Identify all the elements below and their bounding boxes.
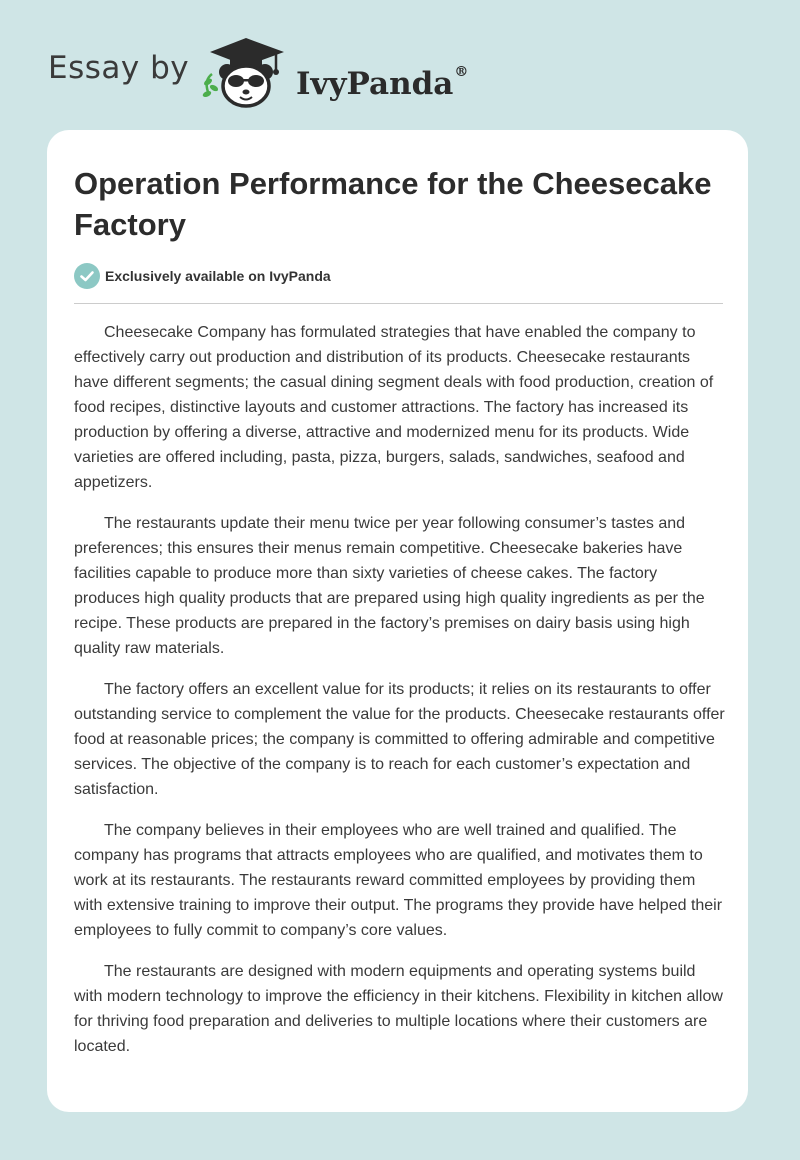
title-divider bbox=[74, 303, 723, 304]
essay-by-label: Essay by bbox=[48, 50, 190, 86]
paragraph: The restaurants update their menu twice per year following consumer’s tastes and preferences; this ensures their menus remain competitive. Cheesecake bakeries have facilities capable to produce more than sixty varieties of cheese cakes. The factory produces high quality products that are prepared using high quality ingredients as per the recipe. These products are prepared in the factory’s premises on dairy basis using high quality raw materials. bbox=[74, 515, 705, 657]
check-circle-icon bbox=[74, 263, 100, 289]
paragraph: The factory offers an excellent value for its products; it relies on its restaurants to offer outstanding service to complement the value for the products. Cheesecake restaurants offer food at reasonable prices; the company is committed to offering admirable and competitive services. The objective of the company is to reach for each customer’s expectation and satisfaction. bbox=[74, 681, 725, 798]
page-title: Operation Performance for the Cheesecake Factory bbox=[74, 166, 712, 242]
registered-mark: ® bbox=[454, 64, 469, 80]
exclusive-badge bbox=[74, 263, 331, 289]
site-header bbox=[0, 0, 800, 120]
paragraph: Cheesecake Company has formulated strategies that have enabled the company to effectively carry out production and distribution of its products. Cheesecake restaurants have different segments; the casual dining segment deals with food production, creation of food recipes, distinctive layouts and customer attractions. The factory has increased its production by offering a diverse, attractive and modernized menu for its products. Wide varieties are offered including, pasta, pizza, burgers, salads, sandwiches, seafood and appetizers. bbox=[74, 324, 714, 491]
brand-name[interactable] bbox=[296, 52, 468, 104]
essay-body bbox=[74, 320, 726, 1075]
paragraph: The restaurants are designed with modern equipments and operating systems build with modern technology to improve the efficiency in their kitchens. Flexibility in kitchen allow for thriving food preparation and deliveries to multiple locations where their customers are located. bbox=[74, 963, 723, 1055]
brand-text: IvyPanda bbox=[296, 66, 454, 102]
essay-card bbox=[47, 130, 748, 1112]
paragraph: The company believes in their employees who are well trained and qualified. The company has programs that attracts employees who are qualified, and motivates them to work at its restaurants. The restaurants reward committed employees by providing them with extensive training to improve their output. The programs they provide have helped their employees to fully commit to company’s core values. bbox=[74, 822, 723, 939]
badge-label: Exclusively available on IvyPanda bbox=[105, 268, 331, 284]
panda-graduate-logo-icon[interactable] bbox=[200, 36, 292, 110]
